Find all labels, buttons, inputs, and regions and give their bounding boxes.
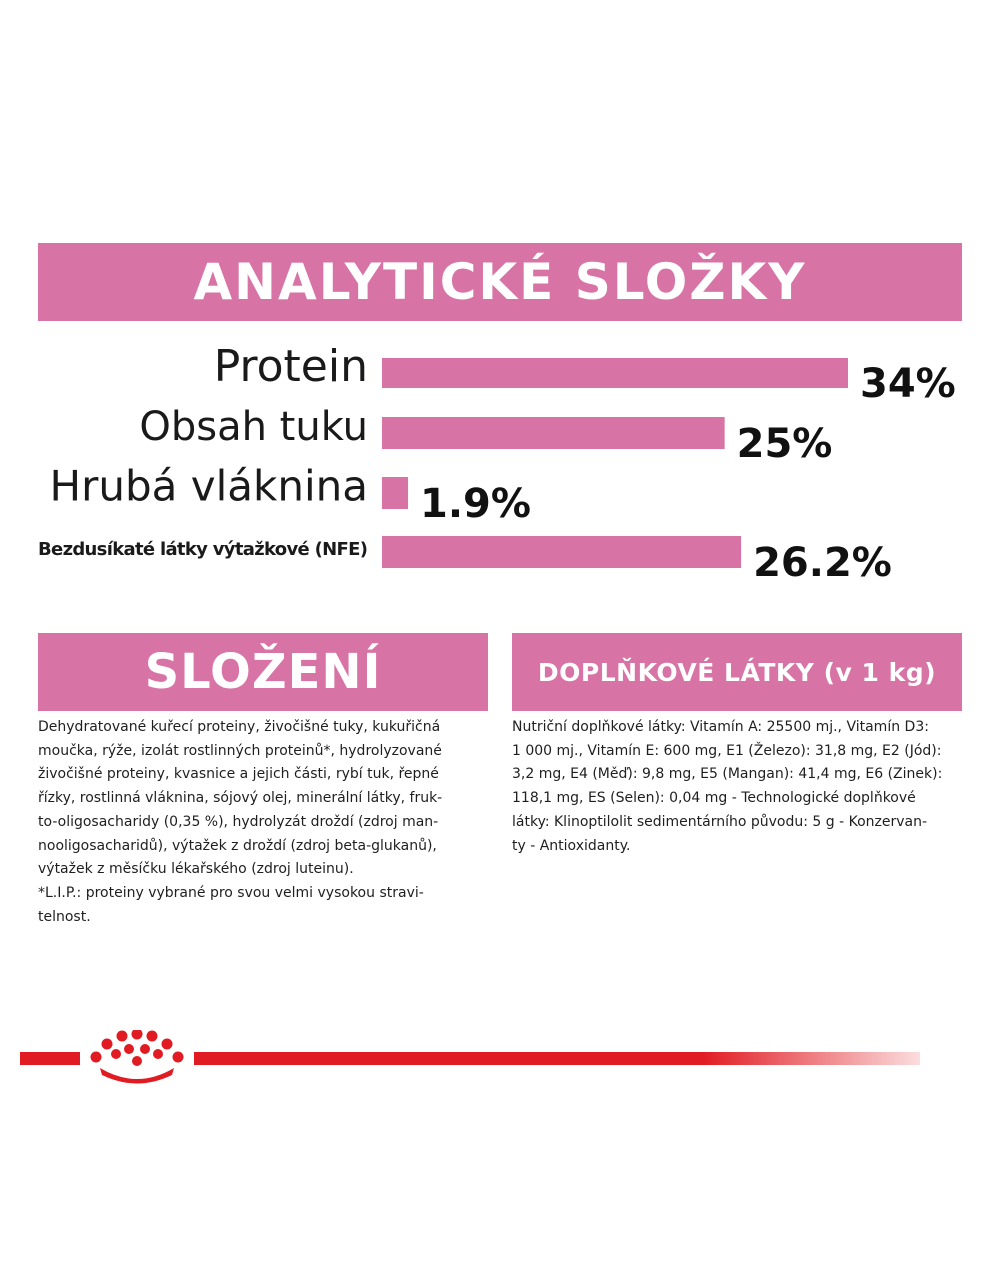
footer-line-right (194, 1052, 920, 1065)
composition-banner (38, 633, 488, 711)
composition-line: řízky, rostlinná vláknina, sójový olej, minerální látky, fruk- (38, 790, 443, 807)
additives-text (512, 716, 962, 858)
additives-title: DOPLŇKOVÉ LÁTKY (v 1 kg) (537, 657, 937, 687)
composition-text (38, 716, 488, 929)
value-label: 26.2% (753, 540, 892, 586)
composition-line: to-oligosacharidy (0,35 %), hydrolyzát droždí (zdroj man- (38, 813, 439, 830)
composition-line: telnost. (38, 908, 91, 925)
category-label: Protein (213, 340, 368, 392)
additives-line: Nutriční doplňkové látky: Vitamín A: 25500 mj., Vitamín D3: (512, 719, 929, 735)
royal-canin-crown-icon (86, 1030, 188, 1086)
category-label: Hrubá vláknina (49, 461, 368, 511)
additives-line: 3,2 mg, E4 (Měď): 9,8 mg, E5 (Mangan): 41,4 mg, E6 (Zinek): (512, 766, 943, 783)
composition-line: nooligosacharidů), výtažek z droždí (zdroj beta-glukanů), (38, 837, 437, 854)
additives-line: látky: Klinoptilolit sedimentárního původu: 5 g - Konzervan- (512, 813, 928, 830)
bar-3 (382, 536, 741, 568)
footer-line-left (20, 1052, 80, 1065)
additives-line: ty - Antioxidanty. (512, 837, 631, 854)
category-label: Obsah tuku (139, 404, 368, 451)
composition-line: živočišné proteiny, kvasnice a jejich části, rybí tuk, řepné (38, 766, 439, 783)
bar-1 (382, 417, 725, 449)
analytics-bar-chart (0, 330, 1000, 600)
composition-line: *L.I.P.: proteiny vybrané pro svou velmi vysokou stravi- (38, 884, 424, 901)
composition-line: Dehydratované kuřecí proteiny, živočišné tuky, kukuřičná (38, 719, 441, 735)
analytics-title: ANALYTICKÉ SLOŽKY (193, 253, 807, 311)
analytics-banner (38, 243, 962, 321)
composition-title: SLOŽENÍ (144, 644, 382, 700)
bar-0 (382, 358, 848, 388)
composition-line: moučka, rýže, izolát rostlinných proteinů*, hydrolyzované (38, 742, 442, 759)
bar-2 (382, 477, 408, 509)
value-label: 25% (736, 421, 833, 467)
additives-line: 118,1 mg, ES (Selen): 0,04 mg - Technologické doplňkové (512, 790, 916, 807)
category-label: Bezdusíkaté látky výtažkové (NFE) (38, 539, 368, 561)
value-label: 1.9% (420, 481, 531, 527)
composition-line: výtažek z měsíčku lékařského (zdroj luteinu). (38, 861, 354, 878)
value-label: 34% (860, 361, 956, 407)
additives-line: 1 000 mj., Vitamín E: 600 mg, E1 (Železo): 31,8 mg, E2 (Jód): (512, 742, 942, 759)
additives-banner (512, 633, 962, 711)
